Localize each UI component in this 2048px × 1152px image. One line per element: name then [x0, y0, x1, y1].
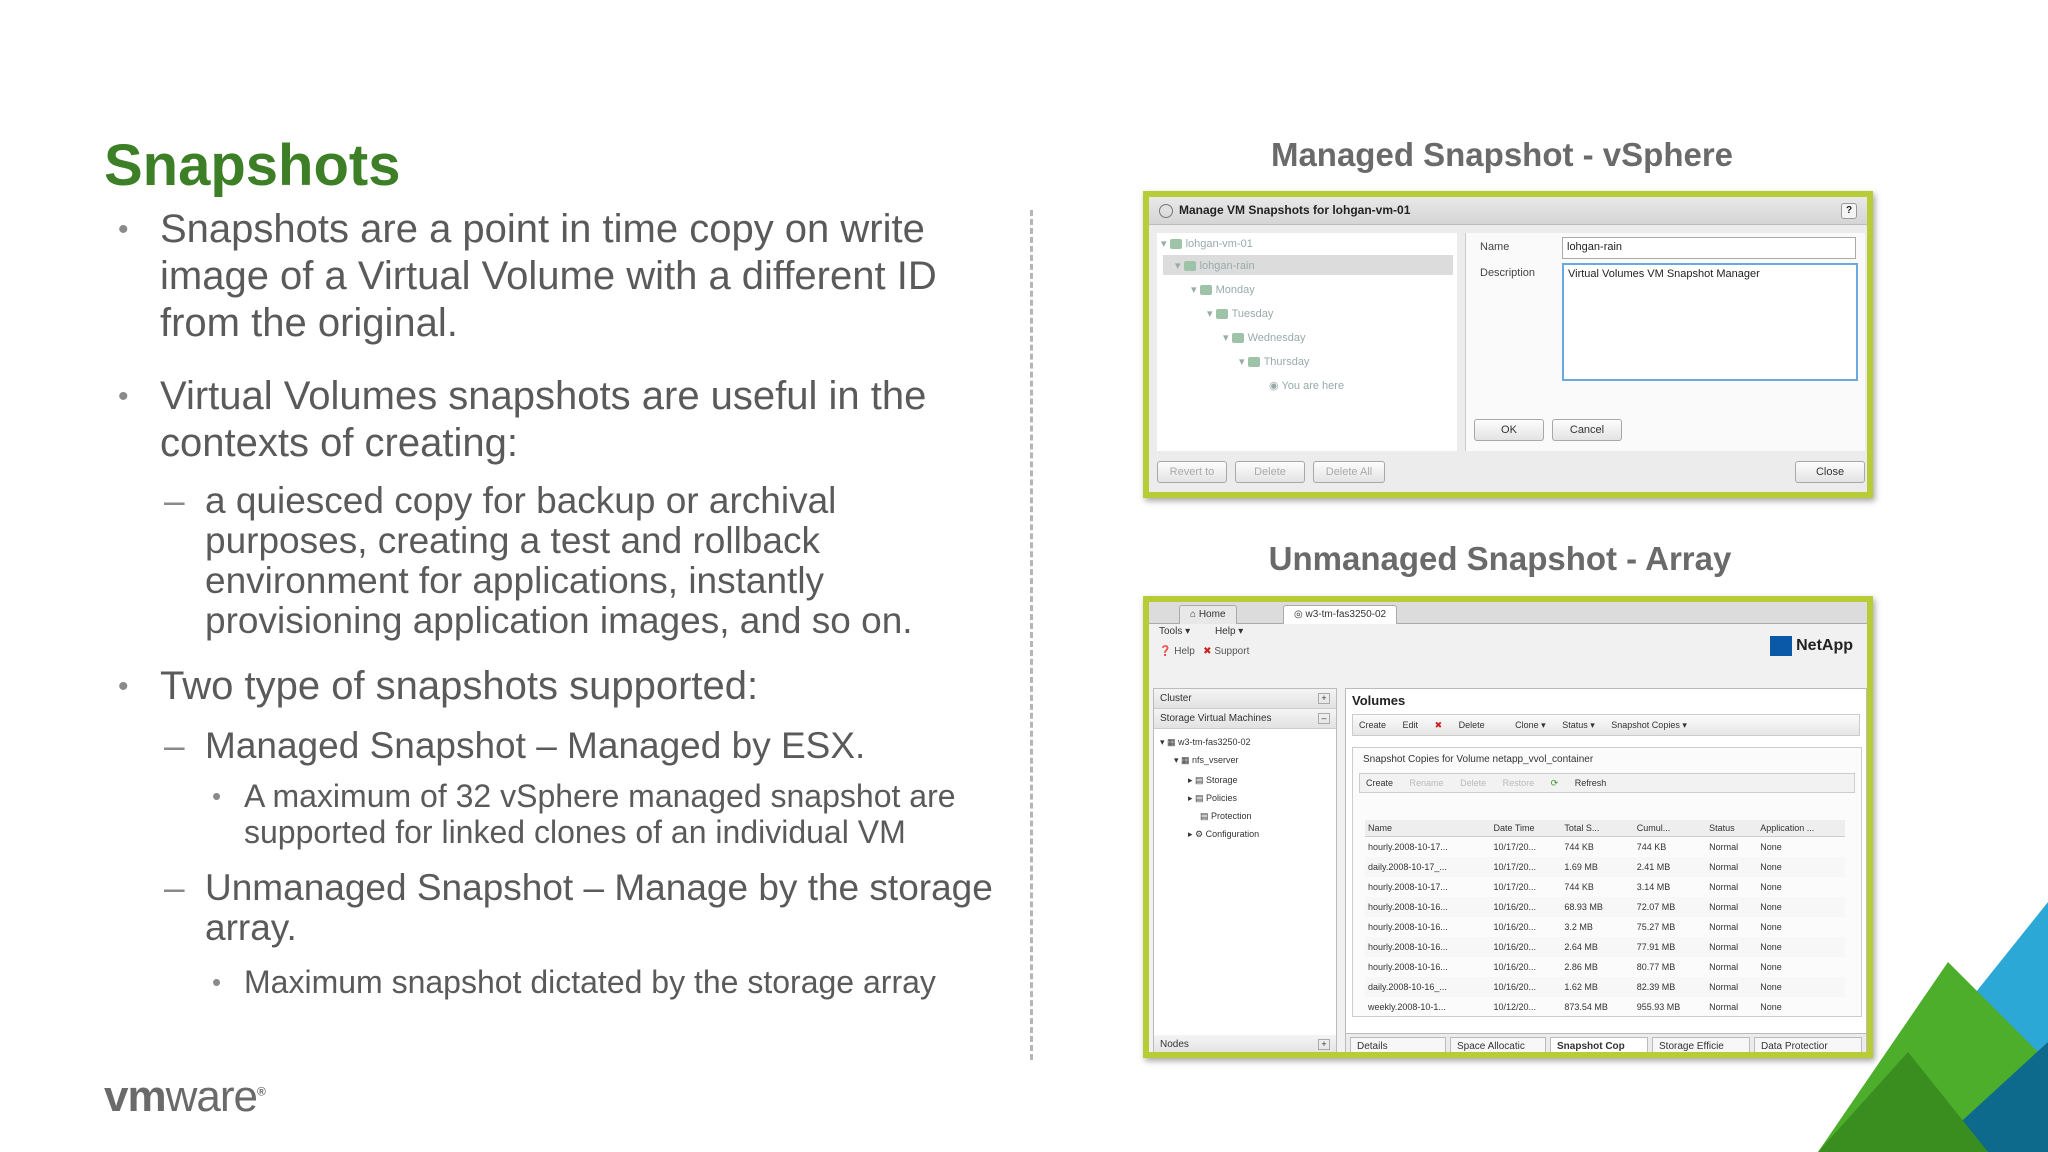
navigation-pane	[1153, 688, 1337, 1056]
caption-unmanaged: Unmanaged Snapshot - Array	[1268, 540, 1732, 577]
tree-node-snapshot[interactable]: ▾ Monday	[1191, 284, 1255, 296]
tree-node-configuration[interactable]: ▸ ⚙ Configuration	[1188, 829, 1260, 839]
menu-bar	[1149, 624, 1867, 642]
expand-icon[interactable]: +	[1318, 1039, 1330, 1050]
tree-node-snapshot[interactable]: ▾ Thursday	[1239, 356, 1310, 368]
name-field[interactable]: lohgan-rain	[1562, 237, 1856, 259]
collapse-icon[interactable]: –	[1318, 713, 1330, 724]
snapshot-copies-panel	[1352, 747, 1862, 1017]
sub-sub-bullet-unmanaged-detail: • Maximum snapshot dictated by the storage array	[114, 964, 1004, 1000]
tree-node-snapshot[interactable]: ▾ Wednesday	[1223, 332, 1306, 344]
netapp-logo-mark	[1770, 636, 1792, 656]
revert-button[interactable]: Revert to	[1157, 461, 1227, 483]
tree-node-vm[interactable]: ▾ lohgan-vm-01	[1161, 238, 1253, 250]
sub-bullet-managed: – Managed Snapshot – Managed by ESX.	[114, 726, 1004, 766]
tab-details[interactable]: Details	[1350, 1037, 1446, 1056]
snapshot-details-pane	[1465, 233, 1865, 451]
snapshot-icon	[1232, 333, 1244, 343]
tree-node-cluster[interactable]: ▾ ▦ w3-tm-fas3250-02	[1160, 737, 1251, 747]
close-button[interactable]: Close	[1795, 461, 1865, 483]
col-status[interactable]: Status	[1706, 820, 1757, 837]
delete-all-button[interactable]: Delete All	[1313, 461, 1385, 483]
menu-tools[interactable]: Tools ▾	[1159, 626, 1191, 637]
vm-icon	[1170, 239, 1182, 249]
snapshot-copies-caption: Snapshot Copies for Volume netapp_vvol_container	[1363, 754, 1594, 765]
support-icon[interactable]: ✖ Support	[1203, 646, 1250, 657]
volumes-title: Volumes	[1352, 693, 1406, 708]
snapshot-copies-menu[interactable]: Snapshot Copies ▾	[1611, 720, 1687, 730]
bullet-snapshot-types: • Two type of snapshots supported:	[114, 663, 1004, 710]
tree-node-vserver[interactable]: ▾ ▦ nfs_vserver	[1174, 755, 1239, 765]
menu-help[interactable]: Help ▾	[1214, 626, 1244, 637]
rename-snapshot-button[interactable]: Rename	[1409, 778, 1444, 788]
col-cumulative[interactable]: Cumul...	[1634, 820, 1706, 837]
help-bar	[1149, 642, 1867, 664]
table-row[interactable]: hourly.2008-10-17... 10/17/20... 744 KB 744 KB Normal None	[1368, 841, 1782, 852]
delete-button[interactable]: Delete	[1235, 461, 1305, 483]
snapshot-icon	[1184, 261, 1196, 271]
nav-svm[interactable]: Storage Virtual Machines –	[1154, 709, 1336, 729]
tree-node-storage[interactable]: ▸ ▤ Storage	[1188, 775, 1238, 785]
caption-managed: Managed Snapshot - vSphere	[1270, 136, 1734, 173]
dialog-titlebar: Manage VM Snapshots for lohgan-vm-01 ?	[1149, 197, 1867, 225]
sub-bullet-unmanaged: – Unmanaged Snapshot – Manage by the storage array.	[114, 868, 1004, 948]
tab-space-allocation[interactable]: Space Allocatic	[1450, 1037, 1546, 1056]
create-snapshot-button[interactable]: Create	[1366, 778, 1394, 788]
tab-storage-efficiency[interactable]: Storage Efficie	[1652, 1037, 1750, 1056]
snapshot-tree	[1157, 233, 1457, 451]
table-row[interactable]: hourly.2008-10-16... 10/16/20... 68.93 MB 72.07 MB Normal None	[1365, 897, 1845, 917]
netapp-logo: NetApp	[1770, 636, 1853, 656]
col-date-time[interactable]: Date Time	[1490, 820, 1561, 837]
bullet-list	[114, 206, 1004, 1018]
sub-sub-bullet-managed-detail: • A maximum of 32 vSphere managed snapshot are supported for linked clones of an individual VM	[114, 778, 1004, 850]
volumes-toolbar	[1352, 714, 1860, 736]
tree-node-policies[interactable]: ▸ ▤ Policies	[1188, 793, 1238, 803]
tab-system[interactable]: ◎ w3-tm-fas3250-02	[1283, 605, 1397, 624]
expand-icon[interactable]: +	[1318, 693, 1330, 704]
clone-menu[interactable]: Clone ▾	[1515, 720, 1546, 730]
create-volume-button[interactable]: Create	[1359, 720, 1387, 730]
status-menu[interactable]: Status ▾	[1562, 720, 1595, 730]
help-icon[interactable]: ?	[1841, 203, 1857, 219]
edit-volume-button[interactable]: Edit	[1402, 720, 1419, 730]
table-header-row	[1365, 820, 1845, 837]
name-label: Name	[1480, 241, 1510, 253]
slide-title: Snapshots	[104, 133, 401, 198]
snapshot-toolbar	[1359, 773, 1855, 793]
table-row[interactable]: daily.2008-10-16_... 10/16/20... 1.62 MB 82.39 MB Normal None	[1365, 977, 1845, 997]
window-tabs	[1149, 602, 1867, 624]
delete-snapshot-button[interactable]: Delete	[1460, 778, 1487, 788]
nav-cluster[interactable]: Cluster +	[1154, 689, 1336, 709]
description-field[interactable]: Virtual Volumes VM Snapshot Manager	[1562, 263, 1858, 381]
restore-snapshot-button[interactable]: Restore	[1502, 778, 1535, 788]
table-row[interactable]: hourly.2008-10-16... 10/16/20... 3.2 MB 75.27 MB Normal None	[1368, 921, 1782, 932]
description-label: Description	[1480, 267, 1536, 279]
sub-bullet-use-cases: – a quiesced copy for backup or archival purposes, creating a test and rollback environment for applications, instantly provisioning application images, and so on.	[114, 481, 1004, 641]
snapshot-icon	[1200, 285, 1212, 295]
delete-volume-button[interactable]: ✖ Delete	[1434, 720, 1485, 730]
refresh-button[interactable]: ⟳ Refresh	[1550, 778, 1607, 788]
bottom-tabs	[1346, 1033, 1866, 1055]
table-row[interactable]: daily.2008-10-17_... 10/17/20... 1.69 MB 2.41 MB Normal None	[1365, 857, 1845, 877]
snapshot-icon	[1248, 357, 1260, 367]
dashed-divider	[1030, 210, 1033, 1060]
table-row[interactable]: hourly.2008-10-16... 10/16/20... 2.86 MB 80.77 MB Normal None	[1368, 961, 1782, 972]
vsphere-snapshot-dialog	[1143, 191, 1873, 498]
cancel-button[interactable]: Cancel	[1552, 419, 1622, 441]
col-name[interactable]: Name	[1365, 820, 1490, 837]
netapp-snapshot-window	[1143, 596, 1873, 1058]
snapshot-table	[1365, 820, 1845, 1017]
vmware-logo: vmware®	[104, 1072, 265, 1121]
tab-data-protection[interactable]: Data Protectior	[1754, 1037, 1862, 1056]
volumes-pane	[1345, 688, 1867, 1056]
tree-node-current[interactable]: ◉ You are here	[1269, 380, 1345, 392]
nav-nodes[interactable]: Nodes +	[1154, 1035, 1336, 1055]
tree-node-snapshot[interactable]: ▾ lohgan-rain	[1175, 260, 1255, 272]
col-application[interactable]: Application ...	[1757, 820, 1845, 837]
table-row[interactable]: hourly.2008-10-16... 10/16/20... 2.64 MB 77.91 MB Normal None	[1365, 937, 1845, 957]
tree-node-snapshot[interactable]: ▾ Tuesday	[1207, 308, 1274, 320]
ok-button[interactable]: OK	[1474, 419, 1544, 441]
dialog-icon	[1159, 204, 1173, 218]
tab-snapshot-copies[interactable]: Snapshot Cop	[1550, 1037, 1648, 1056]
snapshot-icon	[1216, 309, 1228, 319]
bullet-snapshot-definition: • Snapshots are a point in time copy on write image of a Virtual Volume with a different ID from the original.	[114, 206, 1004, 347]
tree-node-protection[interactable]: ▤ Protection	[1200, 811, 1252, 821]
table-row[interactable]: hourly.2008-10-17... 10/17/20... 744 KB 3.14 MB Normal None	[1368, 881, 1782, 892]
help-icon[interactable]: ❓ Help	[1159, 646, 1195, 657]
table-row[interactable]: weekly.2008-10-1... 10/12/20... 873.54 MB 955.93 MB Normal None	[1368, 1001, 1782, 1012]
bullet-usefulness: • Virtual Volumes snapshots are useful in the contexts of creating:	[114, 373, 1004, 467]
col-total-size[interactable]: Total S...	[1561, 820, 1633, 837]
tab-home[interactable]: ⌂ Home	[1179, 605, 1237, 624]
